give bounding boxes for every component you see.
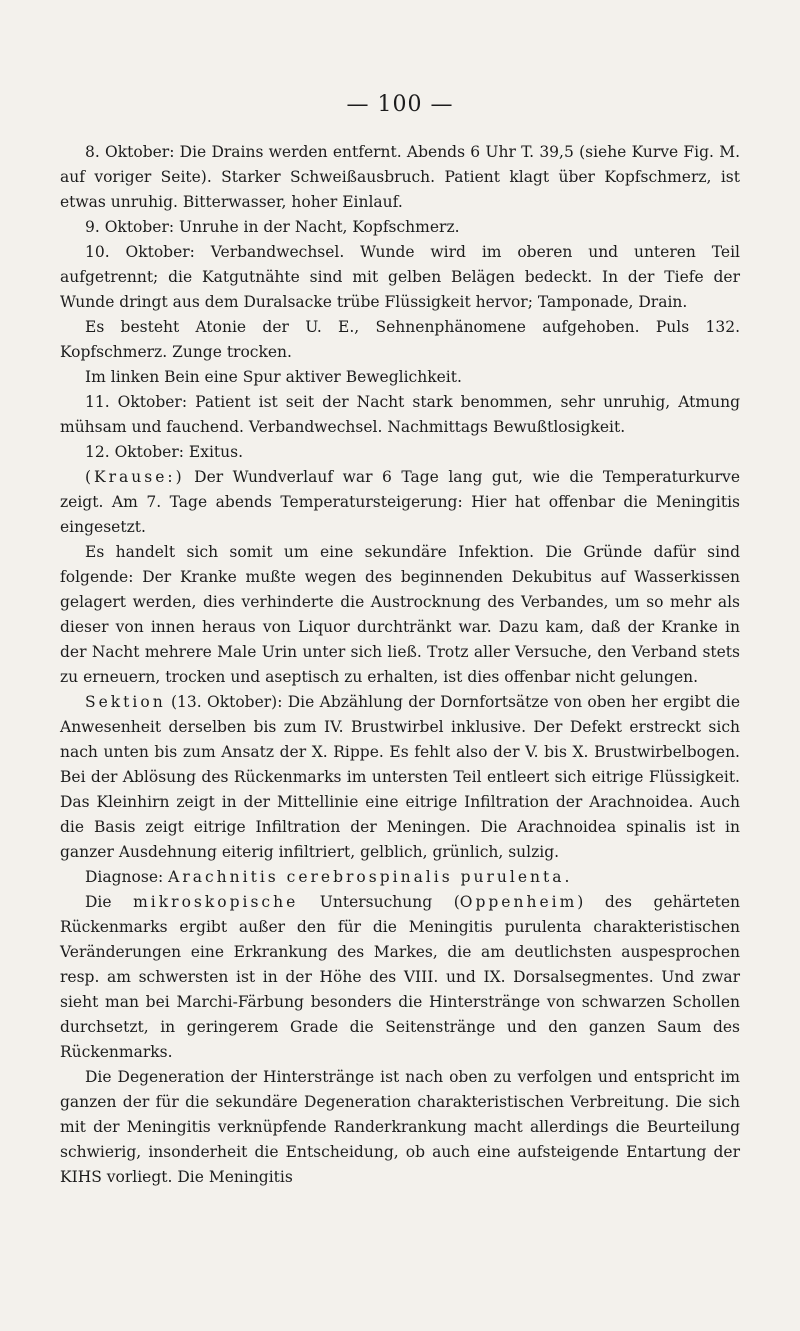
krause-text: Der Wundverlauf war 6 Tage lang gut, wie die Temperaturkurve zeigt. Am 7. Tage abends Temperatursteigerung: Hier hat offenbar die Meningitis eingesetzt. (60, 468, 740, 536)
paragraph-oct-8: 8. Oktober: Die Drains werden entfernt. Abends 6 Uhr T. 39,5 (siehe Kurve Fig. M. auf voriger Seite). Starker Schweißausbruch. Patient klagt über Kopfschmerz, ist etwas unruhig. Bitterwasser, hoher Einlauf. (60, 143, 740, 211)
sektion-label: Sektion (85, 693, 166, 711)
krause-name: (Krause:) (85, 468, 185, 486)
diagnose-value: Arachnitis cerebrospinalis purulenta. (168, 868, 573, 886)
paragraph-oct-9: 9. Oktober: Unruhe in der Nacht, Kopfschmerz. (85, 218, 460, 236)
paragraph-diagnose (60, 865, 740, 890)
book-page (60, 0, 760, 1331)
paragraph-oct-12: 12. Oktober: Exitus. (85, 443, 243, 461)
paragraph-mikroskopie (60, 890, 740, 1065)
paragraph-oct-11: 11. Oktober: Patient ist seit der Nacht stark benommen, sehr unruhig, Atmung mühsam und fauchend. Verbandwechsel. Nachmittags Bewußtlosigkeit. (60, 393, 740, 436)
mikro-mid: Untersuchung ( (298, 893, 460, 911)
page-body (60, 140, 740, 1190)
mikro-pre: Die (85, 893, 134, 911)
mikro-word: mikroskopische (133, 893, 299, 911)
sektion-text: (13. Oktober): Die Abzählung der Dornfortsätze von oben her ergibt die Anwesenheit derselben bis zum IV. Brustwirbel inklusive. Der Defekt erstreckt sich nach unten bis zum Ansatz der X. Rippe. Es fehlt also der V. bis X. Brustwirbelbogen. Bei der Ablösung des Rückenmarks im untersten Teil entleert sich eitrige Flüssigkeit. Das Kleinhirn zeigt in der Mittellinie eine eitrige Infiltration der Arachnoidea. Auch die Basis zeigt eitrige Infiltration der Meningen. Die Arachnoidea spinalis ist in ganzer Ausdehnung eiterig infiltriert, gelblich, grünlich, sulzig. (60, 693, 740, 861)
diagnose-label: Diagnose: (85, 868, 169, 886)
paragraph-infektion: Es handelt sich somit um eine sekundäre Infektion. Die Gründe dafür sind folgende: Der Kranke mußte wegen des beginnenden Dekubitus auf Wasserkissen gelagert werden, dies verhinderte die Austrocknung des Verbandes, um so mehr als dieser von innen heraus von Liquor durchtränkt war. Dazu kam, daß der Kranke in der Nacht mehrere Male Urin unter sich ließ. Trotz aller Versuche, den Verband stets zu erneuern, trocken und aseptisch zu erhalten, ist dies offenbar nicht gelungen. (60, 543, 740, 686)
paragraph-atonie: Es besteht Atonie der U. E., Sehnenphänomene aufgehoben. Puls 132. Kopfschmerz. Zunge trocken. (60, 318, 740, 361)
page-number: — 100 — (346, 92, 454, 117)
paragraph-sektion (60, 690, 740, 865)
paragraph-oct-10: 10. Oktober: Verbandwechsel. Wunde wird im oberen und unteren Teil aufgetrennt; die Katgutnähte sind mit gelben Belägen bedeckt. In der Tiefe der Wunde dringt aus dem Duralsacke trübe Flüssigkeit hervor; Tamponade, Drain. (60, 243, 740, 311)
mikro-post: ) des gehärteten Rückenmarks ergibt außer den für die Meningitis purulenta charakteristischen Veränderungen eine Erkrankung des Markes, die am deutlichsten auspesprochen resp. am schwersten ist in der Höhe des VIII. und IX. Dorsalsegmentes. Und zwar sieht man bei Marchi-Färbung besonders die Hinterstränge von schwarzen Schollen durchsetzt, in geringerem Grade die Seitenstränge und den ganzen Saum des Rückenmarks. (60, 893, 740, 1061)
paragraph-degeneration: Die Degeneration der Hinterstränge ist nach oben zu verfolgen und entspricht im ganzen der für die sekundäre Degeneration charakteristischen Verbreitung. Die sich mit der Meningitis verknüpfende Randerkrankung macht allerdings die Beurteilung schwierig, insonderheit die Entscheidung, ob auch eine aufsteigende Entartung der KIHS vorliegt. Die Meningitis (60, 1068, 740, 1186)
paragraph-krause (60, 465, 740, 540)
paragraph-linkes-bein: Im linken Bein eine Spur aktiver Beweglichkeit. (85, 368, 462, 386)
mikro-name: Oppenheim (459, 893, 578, 911)
